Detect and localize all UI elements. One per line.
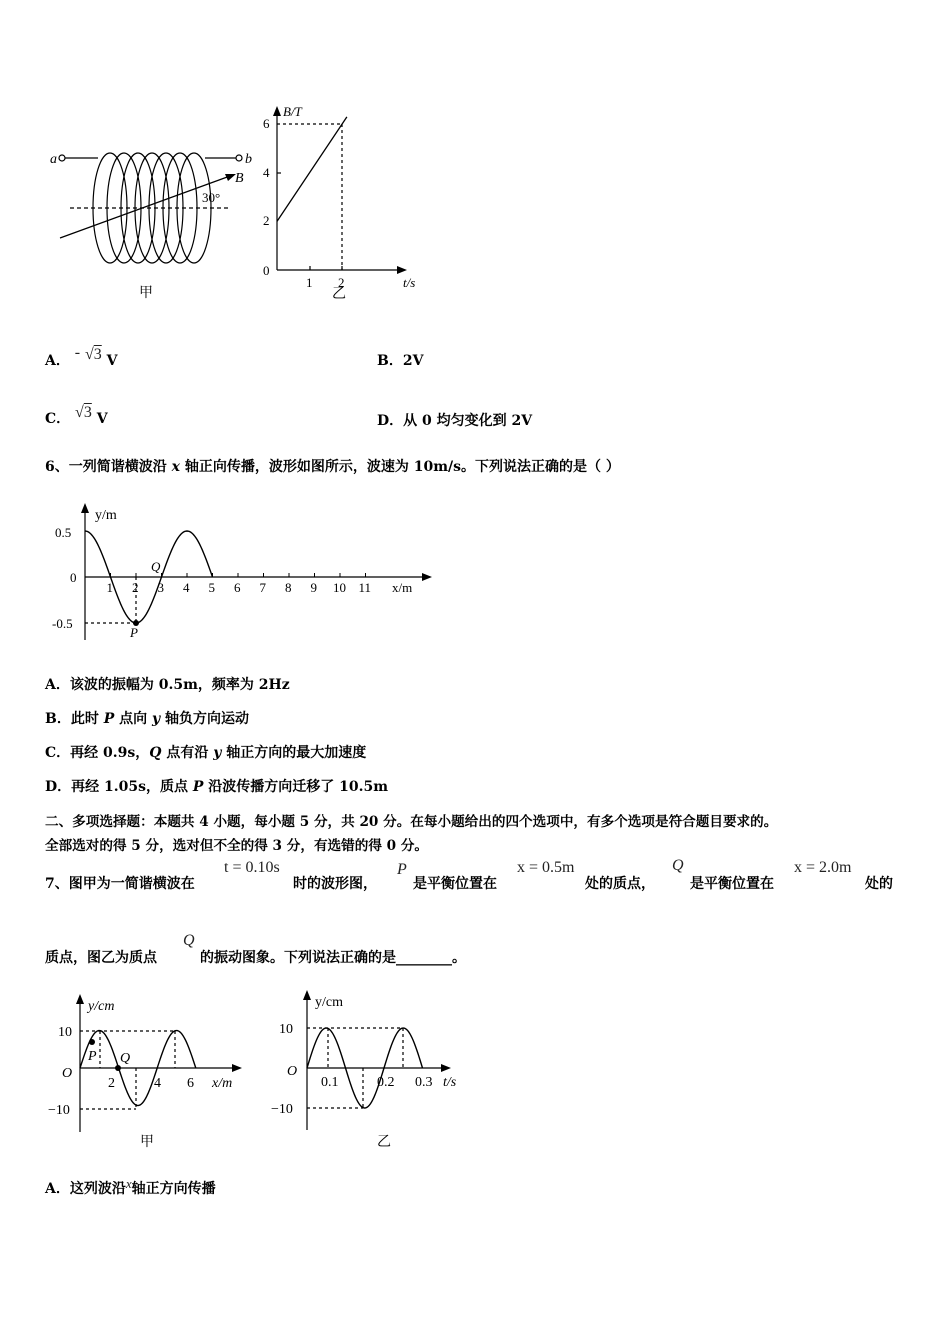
bt-y-label: B/T [283,104,302,119]
q6-x-tick-6: 6 [234,580,241,595]
q7r-y-tick-neg10: −10 [271,1102,293,1117]
q6-b-part3: 轴负方向运动 [160,711,250,727]
q7-p4: 处的质点， [585,876,655,892]
label-B: B [235,171,244,186]
q6-d-part2: 沿波传播方向迁移了 10.5m [203,779,389,795]
q7r-x-tick-02: 0.2 [377,1075,395,1090]
q7l-origin: O [62,1066,73,1081]
q5-option-a[interactable] [45,344,118,370]
q5-option-d[interactable]: D．从 0 均匀变化到 2V [377,413,533,429]
q6-x-tick-5: 5 [208,580,215,595]
q6-b-part2: 点向 [114,711,152,727]
q7r-x-tick-03: 0.3 [415,1075,433,1090]
q7r-y-arrow [303,990,311,1000]
bt-x-tick-2: 2 [338,275,345,290]
q5-option-a-unit: V [106,353,118,369]
q7r-caption: 乙 [377,1135,391,1150]
q7-wave-figure [40,990,250,1155]
q5-option-b[interactable]: B．2V [377,353,424,369]
q6-x-tick-9: 9 [310,580,317,595]
q6-label-p: P [130,625,138,640]
q5-option-c[interactable] [45,404,108,428]
bt-origin: 0 [263,263,270,278]
q7l-y-tick-neg10: −10 [48,1103,70,1118]
q6-x-label: x/m [392,580,413,595]
q6-c-y: y [213,745,222,761]
q6-c-part2: 点有沿 [161,745,214,761]
q6-stem-x: x [171,459,180,475]
q6-y-arrow [81,503,89,513]
q7l-y-arrow [76,994,84,1004]
q6-option-c[interactable] [45,742,366,762]
q7l-x-tick-2: 2 [108,1076,115,1091]
q7r-y-label: y/cm [315,995,343,1010]
bt-y-tick-4: 4 [263,165,270,180]
q6-x-tick-2: 2 [132,580,139,595]
terminal-a [59,155,65,161]
q6-wave-chart [40,495,440,645]
q6-option-d[interactable] [45,776,388,796]
bt-caption: 乙 [332,287,346,302]
q6-y-label: y/m [95,508,117,523]
q7l-caption: 甲 [140,1135,154,1150]
sqrt-icon: √3 [84,346,102,363]
q7l-point-p [89,1039,95,1045]
angle-label: 30° [202,190,221,205]
label-b: b [245,152,252,167]
q6-stem-part1: 6、一列简谐横波沿 [45,459,172,475]
q6-x-tick-11: 11 [358,580,372,595]
q7-vibration-figure [265,988,480,1153]
q7-a-part1: A．这列波沿 [45,1181,126,1197]
q6-stem [45,456,620,476]
q6-y-tick-neg05: -0.5 [52,616,73,631]
q7-p6: 处的 [865,876,893,892]
q7r-x-tick-01: 0.1 [321,1075,339,1090]
bt-data-line [277,117,347,221]
q5-option-a-sign: - [74,344,81,361]
q7r-origin: O [287,1064,298,1079]
q6-x-tick-10: 10 [333,580,346,595]
q6-y-tick-05: 0.5 [55,525,72,540]
q6-option-a[interactable]: A．该波的振幅为 0.5m，频率为 2Hz [45,677,290,693]
q6-x-tick-7: 7 [259,580,266,595]
q7l-x-tick-4: 4 [154,1076,161,1091]
coil-figure [40,130,270,305]
q6-x-tick-3: 3 [157,580,164,595]
q7-option-a[interactable] [45,1178,216,1198]
bt-x-tick-1: 1 [306,275,313,290]
q7r-x-arrow [441,1064,451,1072]
q6-b-part1: B．此时 [45,711,104,727]
q6-x-tick-1: 1 [106,580,113,595]
bt-x-label: t/s [403,275,416,290]
q6-c-part3: 轴正方向的最大加速度 [221,745,367,761]
q6-y-tick-0: 0 [70,570,77,585]
q6-x-tick-8: 8 [285,580,292,595]
q6-stem-part2: 轴正向传播，波形如图所示，波速为 10m/s。下列说法正确的是（ ） [179,459,620,475]
bt-y-tick-6: 6 [263,116,270,131]
q7-Q-sym2: Q [183,932,195,949]
q7-p7: 质点，图乙为质点 [45,950,157,966]
sqrt-icon: √3 [75,404,92,421]
q7-x1-expr: x = 0.5m [517,859,575,876]
q6-label-q: Q [151,559,161,574]
q7-Q-sym: Q [672,857,684,874]
coil-caption: 甲 [139,286,153,301]
label-a: a [50,152,57,167]
q6-c-Q: Q [149,745,162,761]
q7l-label-q: Q [120,1051,131,1066]
q7r-x-label: t/s [443,1075,457,1090]
q6-x-tick-4: 4 [183,580,190,595]
q7-a-part2: 轴正方向传播 [131,1181,216,1197]
q7l-x-tick-6: 6 [187,1076,194,1091]
q5-option-c-label: C． [45,411,71,427]
q5-option-a-root: 3 [93,346,102,363]
q6-b-P: P [103,711,115,727]
q7-t-expr: t = 0.10s [224,859,280,876]
q7-a-x: x [125,1176,132,1191]
q7-p3: 是平衡位置在 [413,876,497,892]
bt-graph [255,100,435,305]
q7l-y-tick-10: 10 [58,1025,72,1040]
q7l-x-label: x/m [212,1076,233,1091]
q5-option-c-unit: V [96,411,108,427]
bt-x-arrow [397,266,407,274]
q7-p1: 7、图甲为一简谐横波在 [45,876,195,892]
q6-d-P: P [192,779,204,795]
q6-c-part1: C．再经 0.9s， [45,745,150,761]
q7l-label-p: P [88,1049,97,1064]
q7-p5: 是平衡位置在 [690,876,774,892]
q6-option-b[interactable] [45,708,249,728]
q7l-x-arrow [232,1064,242,1072]
q5-option-c-root: 3 [83,404,92,421]
q7-P-sym: P [397,861,407,878]
q7-p2: 时的波形图， [293,876,377,892]
bt-y-arrow [273,106,281,116]
q7r-y-tick-10: 10 [279,1022,293,1037]
q7l-y-label: y/cm [88,999,115,1014]
q6-b-y: y [152,711,161,727]
q6-x-arrow [422,573,432,581]
terminal-b [236,155,242,161]
q7-p8: 的振动图象。下列说法正确的是________。 [200,950,466,966]
q6-d-part1: D．再经 1.05s，质点 [45,779,193,795]
q7-x2-expr: x = 2.0m [794,859,852,876]
q5-option-a-label: A． [45,353,70,369]
bt-y-tick-2: 2 [263,213,270,228]
section2-line2: 全部选对的得 5 分，选对但不全的得 3 分，有选错的得 0 分。 [45,838,429,854]
section2-line1: 二、多项选择题：本题共 4 小题，每小题 5 分，共 20 分。在每小题给出的四个选项中，有多个选项是符合题目要求的。 [45,814,778,830]
